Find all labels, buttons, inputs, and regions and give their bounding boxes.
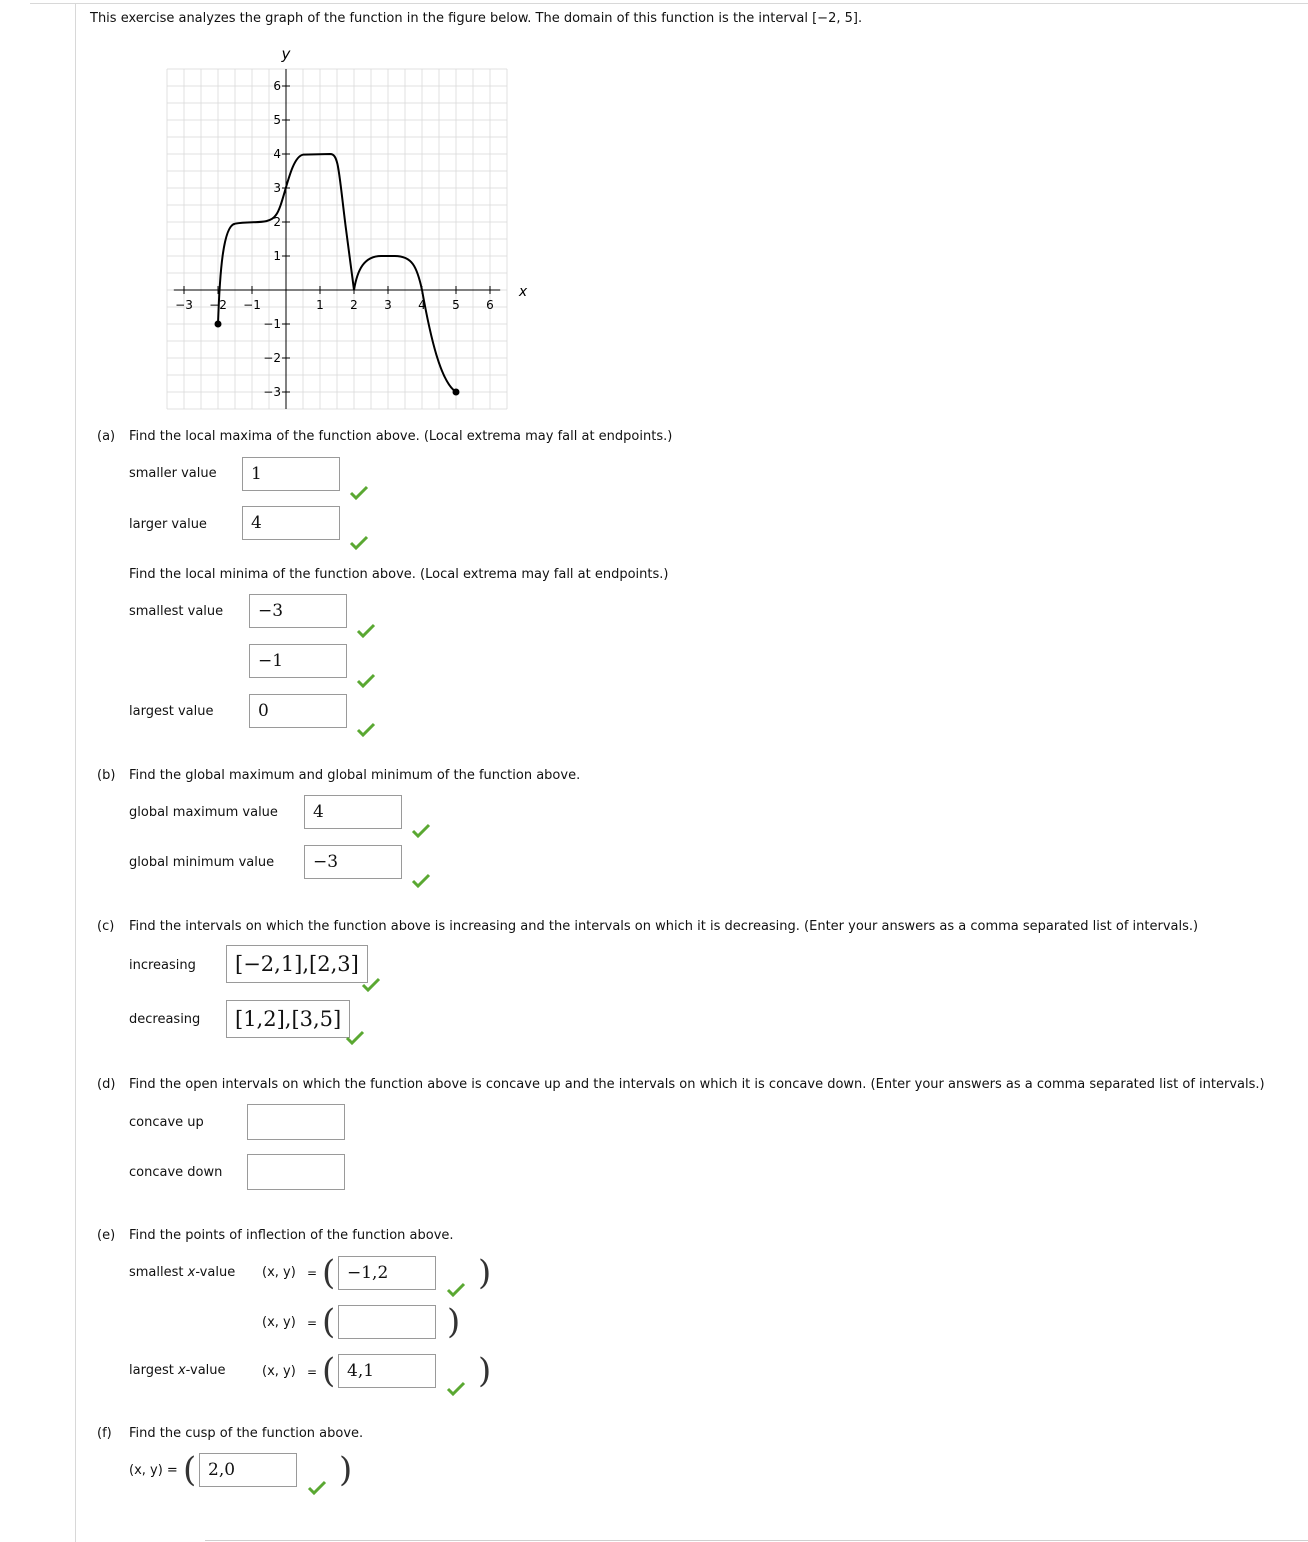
left-divider bbox=[75, 3, 76, 1542]
equals-sign: = bbox=[307, 1266, 318, 1280]
inflection-point-2-input[interactable] bbox=[338, 1305, 436, 1339]
part-d-question: Find the open intervals on which the function above is concave up and the intervals on which it is concave down. (Enter your answers as a comma separated list of intervals.) bbox=[129, 1077, 1265, 1092]
x-tick-label: 3 bbox=[384, 298, 392, 312]
check-icon bbox=[350, 536, 368, 550]
largest-value-label: largest value bbox=[129, 704, 214, 719]
cusp-point-input[interactable]: 2,0 bbox=[199, 1453, 297, 1487]
graph-grid bbox=[167, 69, 507, 409]
part-e-question: Find the points of inflection of the function above. bbox=[129, 1228, 454, 1243]
intro-text: This exercise analyzes the graph of the function in the figure below. The domain of this function is the interval [−2, 5]. bbox=[90, 11, 863, 26]
x-tick-label: 6 bbox=[486, 298, 494, 312]
y-tick-label: 5 bbox=[273, 113, 281, 127]
endpoint-right-dot bbox=[453, 389, 460, 396]
left-paren: ( bbox=[322, 1253, 336, 1293]
part-b-question: Find the global maximum and global minimum of the function above. bbox=[129, 768, 581, 783]
endpoint-left-dot bbox=[215, 321, 222, 328]
global-min-label: global minimum value bbox=[129, 855, 275, 870]
part-e-label: (e) bbox=[97, 1228, 116, 1243]
check-icon bbox=[362, 978, 380, 992]
check-icon bbox=[357, 624, 375, 638]
part-c-question: Find the intervals on which the function above is increasing and the intervals on which it is decreasing. (Enter your answers as a comma separated list of intervals.) bbox=[129, 919, 1199, 934]
top-divider bbox=[30, 3, 1308, 4]
right-paren: ) bbox=[447, 1302, 461, 1342]
check-icon bbox=[350, 486, 368, 500]
check-icon bbox=[412, 824, 430, 838]
minima-question: Find the local minima of the function above. (Local extrema may fall at endpoints.) bbox=[129, 567, 669, 582]
xy-label: (x, y) bbox=[262, 1364, 296, 1379]
smaller-value-label: smaller value bbox=[129, 466, 217, 481]
global-max-label: global maximum value bbox=[129, 805, 278, 820]
right-paren: ) bbox=[478, 1253, 492, 1293]
y-tick-label: 6 bbox=[273, 79, 281, 93]
x-tick-label: −1 bbox=[243, 298, 261, 312]
smallest-x-label: smallest x-value bbox=[129, 1265, 236, 1280]
bottom-divider bbox=[205, 1540, 1308, 1541]
equals-sign: = bbox=[307, 1365, 318, 1379]
y-axis-label: y bbox=[281, 45, 291, 63]
decreasing-label: decreasing bbox=[129, 1012, 201, 1027]
check-icon bbox=[447, 1283, 465, 1297]
y-tick-label: 1 bbox=[273, 249, 281, 263]
x-tick-label: 1 bbox=[316, 298, 324, 312]
increasing-label: increasing bbox=[129, 958, 196, 973]
equals-sign: = bbox=[307, 1316, 318, 1330]
largest-value-input[interactable]: 0 bbox=[249, 694, 347, 728]
middle-value-input[interactable]: −1 bbox=[249, 644, 347, 678]
check-icon bbox=[357, 723, 375, 737]
y-tick-label: 2 bbox=[273, 215, 281, 229]
smallest-value-input[interactable]: −3 bbox=[249, 594, 347, 628]
part-a-question: Find the local maxima of the function above. (Local extrema may fall at endpoints.) bbox=[129, 429, 673, 444]
concave-up-label: concave up bbox=[129, 1115, 204, 1130]
part-a-label: (a) bbox=[97, 429, 116, 444]
right-paren: ) bbox=[478, 1351, 492, 1391]
part-b-label: (b) bbox=[97, 768, 116, 783]
smallest-value-label: smallest value bbox=[129, 604, 224, 619]
left-paren: ( bbox=[322, 1351, 336, 1391]
check-icon bbox=[357, 674, 375, 688]
y-tick-label: −2 bbox=[263, 351, 281, 365]
xy-label: (x, y) bbox=[262, 1265, 296, 1280]
xy-label: (x, y) bbox=[262, 1315, 296, 1330]
right-paren: ) bbox=[339, 1450, 353, 1490]
check-icon bbox=[308, 1481, 326, 1495]
concave-down-input[interactable] bbox=[247, 1154, 345, 1190]
inflection-point-3-input[interactable]: 4,1 bbox=[338, 1354, 436, 1388]
x-tick-label: −3 bbox=[175, 298, 193, 312]
inflection-point-1-input[interactable]: −1,2 bbox=[338, 1256, 436, 1290]
concave-down-label: concave down bbox=[129, 1165, 223, 1180]
largest-x-label: largest x-value bbox=[129, 1363, 226, 1378]
part-c-label: (c) bbox=[97, 919, 115, 934]
y-tick-label: 3 bbox=[273, 181, 281, 195]
y-tick-label: −1 bbox=[263, 317, 281, 331]
increasing-input[interactable]: [−2,1],[2,3] bbox=[226, 945, 368, 983]
function-graph bbox=[160, 45, 528, 415]
x-tick-label: −2 bbox=[209, 298, 227, 312]
left-paren: ( bbox=[183, 1450, 197, 1490]
larger-value-label: larger value bbox=[129, 517, 207, 532]
global-max-input[interactable]: 4 bbox=[304, 795, 402, 829]
x-tick-label: 4 bbox=[418, 298, 426, 312]
x-axis-label: x bbox=[518, 284, 528, 300]
check-icon bbox=[447, 1382, 465, 1396]
global-min-input[interactable]: −3 bbox=[304, 845, 402, 879]
y-tick-label: −3 bbox=[263, 385, 281, 399]
x-tick-label: 2 bbox=[350, 298, 358, 312]
left-paren: ( bbox=[322, 1302, 336, 1342]
part-f-question: Find the cusp of the function above. bbox=[129, 1426, 364, 1441]
part-d-label: (d) bbox=[97, 1077, 116, 1092]
smaller-value-input[interactable]: 1 bbox=[242, 457, 340, 491]
part-f-label: (f) bbox=[97, 1426, 112, 1441]
check-icon bbox=[412, 874, 430, 888]
larger-value-input[interactable]: 4 bbox=[242, 506, 340, 540]
concave-up-input[interactable] bbox=[247, 1104, 345, 1140]
y-tick-label: 4 bbox=[273, 147, 281, 161]
check-icon bbox=[346, 1031, 364, 1045]
decreasing-input[interactable]: [1,2],[3,5] bbox=[226, 1000, 350, 1038]
cusp-xy-label: (x, y) = bbox=[129, 1463, 178, 1478]
x-tick-label: 5 bbox=[452, 298, 460, 312]
